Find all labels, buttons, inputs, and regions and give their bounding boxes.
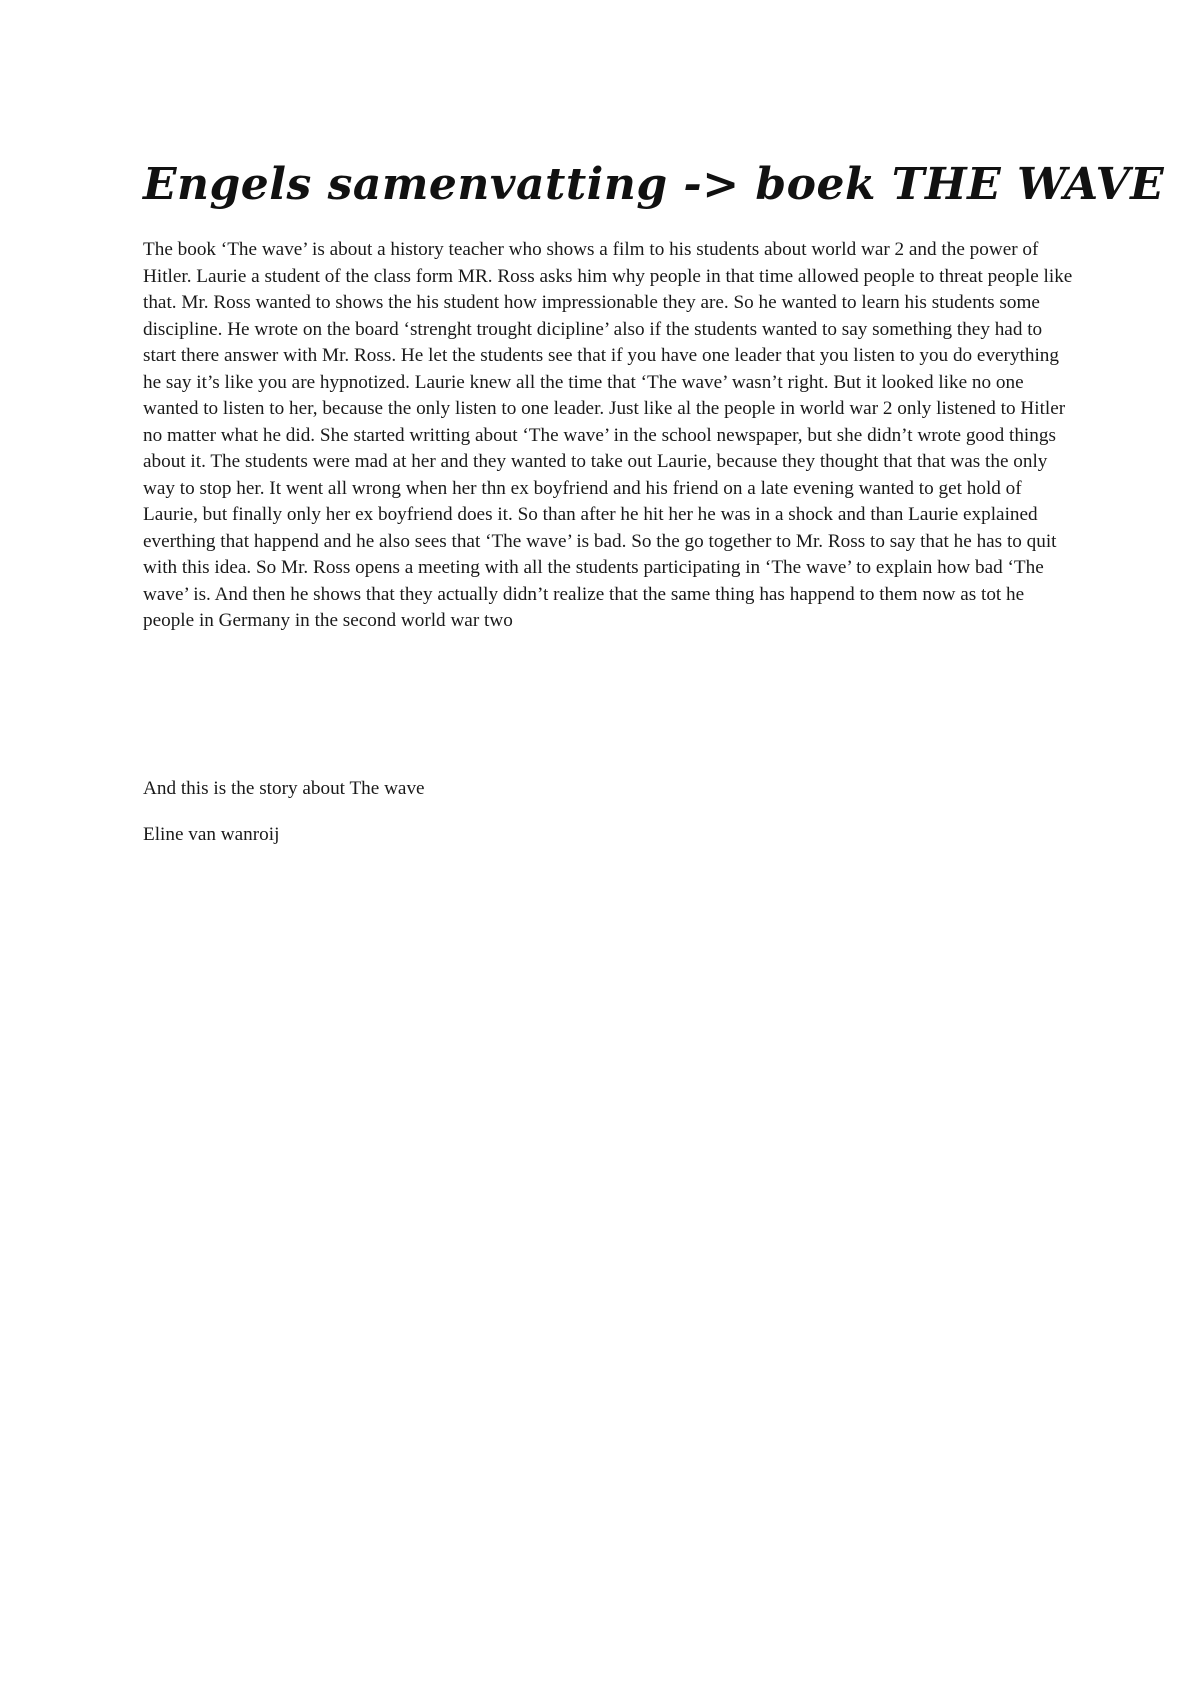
document-title: Engels samenvatting -> boek THE WAVE bbox=[143, 159, 1165, 210]
closing-line: And this is the story about The wave bbox=[143, 778, 425, 799]
author-name: Eline van wanroij bbox=[143, 824, 280, 845]
summary-paragraph: The book ‘The wave’ is about a history teacher who shows a film to his students about world war 2 and the power of Hitler. Laurie a student of the class form MR. Ross asks him why people in that time allowed people to threat people like that. Mr. Ross wanted to shows the his student how impressionable they are. So he wanted to learn his students some discipline. He wrote on the board ‘strenght trought dicipline’ also if the students wanted to say something they had to start there answer with Mr. Ross. He let the students see that if you have one leader that you listen to you do everything he say it’s like you are hypnotized. Laurie knew all the time that ‘The wave’ wasn’t right. But it looked like no one wanted to listen to her, because the only listen to one leader. Just like al the people in world war 2 only listened to Hitler no matter what he did. She started writting about ‘The wave’ in the school newspaper, but she didn’t wrote good things about it. The students were mad at her and they wanted to take out Laurie, because they thought that that was the only way to stop her. It went all wrong when her thn ex boyfriend and his friend on a late evening wanted to get hold of Laurie, but finally only her ex boyfriend does it. So than after he hit her he was in a shock and than Laurie explained everthing that happend and he also sees that ‘The wave’ is bad. So the go together to Mr. Ross to say that he has to quit with this idea. So Mr. Ross opens a meeting with all the students participating in ‘The wave’ to explain how bad ‘The wave’ is. And then he shows that they actually didn’t realize that the same thing has happend to them now as tot he people in Germany in the second world war two bbox=[143, 239, 1073, 631]
